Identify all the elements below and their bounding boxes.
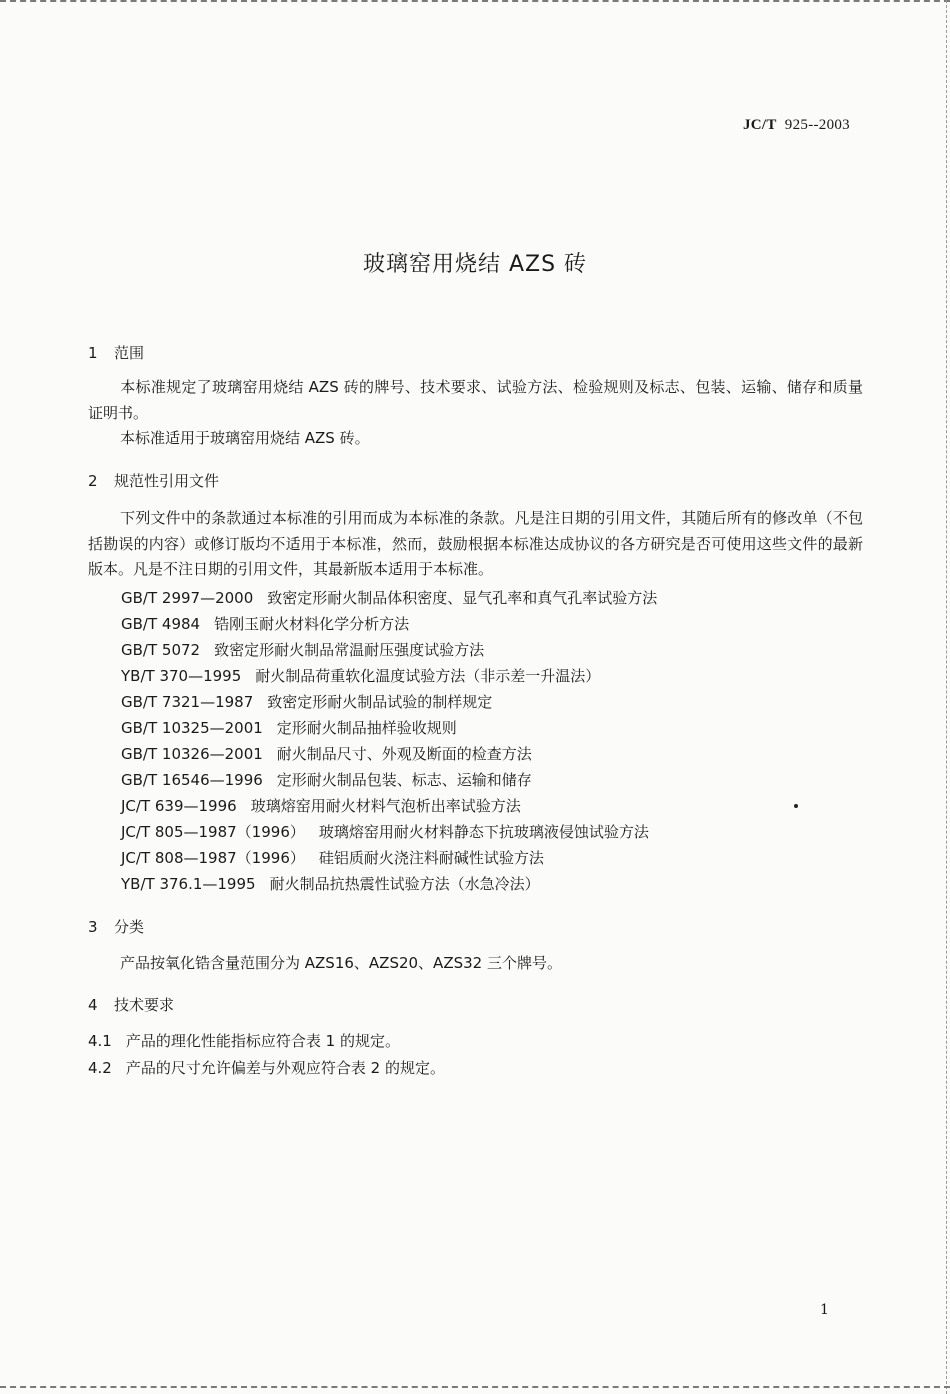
scan-edge-top	[0, 0, 950, 5]
reference-title: 耐火制品尺寸、外观及断面的检查方法	[276, 745, 532, 763]
requirement-text: 产品的理化性能指标应符合表 1 的规定。	[125, 1032, 400, 1050]
section-title: 规范性引用文件	[114, 472, 220, 490]
section-title: 范围	[114, 344, 145, 362]
reference-code: GB/T 7321—1987	[121, 693, 254, 711]
reference-code: YB/T 370—1995	[121, 667, 242, 685]
reference-title: 定形耐火制品包装、标志、运输和储存	[276, 771, 532, 789]
reference-item	[121, 743, 532, 764]
classification-paragraph	[88, 951, 863, 977]
reference-item	[121, 795, 521, 816]
section-number: 3	[88, 918, 98, 936]
reference-code: GB/T 5072	[121, 641, 201, 659]
scan-edge-right	[946, 0, 949, 1394]
requirement-text: 产品的尺寸允许偏差与外观应符合表 2 的规定。	[125, 1059, 445, 1077]
document-title: 玻璃窑用烧结 AZS 砖	[362, 252, 588, 277]
reference-code: GB/T 4984	[121, 615, 201, 633]
reference-item	[121, 873, 540, 894]
section-1-heading	[88, 342, 144, 363]
scope-paragraph-2	[88, 426, 863, 452]
reference-code: JC/T 639—1996	[121, 797, 237, 815]
reference-code: JC/T 805—1987（1996）	[121, 823, 305, 841]
section-number: 2	[88, 472, 98, 490]
reference-item	[121, 613, 409, 634]
section-3-heading	[88, 916, 144, 937]
standard-code	[743, 117, 850, 134]
reference-title: 玻璃熔窑用耐火材料气泡析出率试验方法	[250, 797, 521, 815]
scope-paragraph-1	[88, 375, 863, 426]
reference-item	[121, 847, 544, 868]
reference-code: JC/T 808—1987（1996）	[121, 849, 305, 867]
reference-item	[121, 639, 484, 660]
reference-code: GB/T 10326—2001	[121, 745, 263, 763]
classification-text: 产品按氧化锆含量范围分为 AZS16、AZS20、AZS32 三个牌号。	[120, 954, 562, 972]
reference-title: 硅铝质耐火浇注料耐碱性试验方法	[318, 849, 544, 867]
reference-item	[121, 821, 649, 842]
page-number: 1	[820, 1302, 829, 1318]
reference-title: 定形耐火制品抽样验收规则	[276, 719, 457, 737]
section-number: 4	[88, 996, 98, 1014]
normative-intro-text: 下列文件中的条款通过本标准的引用而成为本标准的条款。凡是注日期的引用文件，其随后所有的修改单（不包括勘误的内容）或修订版均不适用于本标准，然而，鼓励根据本标准达成协议的各方研究是否可使用这些文件的最新版本。凡是不注日期的引用文件，其最新版本适用于本标准。	[88, 509, 863, 578]
scope-text-1: 本标准规定了玻璃窑用烧结 AZS 砖的牌号、技术要求、试验方法、检验规则及标志、包装、运输、储存和质量证明书。	[88, 378, 863, 422]
reference-item	[121, 717, 457, 738]
section-number: 1	[88, 344, 98, 362]
reference-title: 玻璃熔窑用耐火材料静态下抗玻璃液侵蚀试验方法	[318, 823, 649, 841]
reference-title: 致密定形耐火制品常温耐压强度试验方法	[214, 641, 485, 659]
reference-title: 耐火制品抗热震性试验方法（水急冷法）	[269, 875, 540, 893]
reference-item	[121, 769, 532, 790]
reference-item	[121, 691, 492, 712]
reference-code: GB/T 16546—1996	[121, 771, 263, 789]
requirement-item	[88, 1030, 400, 1051]
reference-code: GB/T 10325—2001	[121, 719, 263, 737]
reference-item	[121, 665, 600, 686]
normative-intro	[88, 506, 863, 583]
scan-edge-bottom	[0, 1386, 950, 1390]
reference-title: 锆刚玉耐火材料化学分析方法	[214, 615, 410, 633]
section-4-heading	[88, 994, 174, 1015]
requirement-number: 4.1	[88, 1032, 112, 1050]
section-title: 分类	[114, 918, 145, 936]
requirement-number: 4.2	[88, 1059, 112, 1077]
reference-title: 致密定形耐火制品试验的制样规定	[267, 693, 493, 711]
section-title: 技术要求	[114, 996, 175, 1014]
reference-code: GB/T 2997—2000	[121, 589, 254, 607]
standard-code-number: 925--2003	[784, 117, 850, 133]
reference-title: 致密定形耐火制品体积密度、显气孔率和真气孔率试验方法	[267, 589, 658, 607]
requirement-item	[88, 1057, 445, 1078]
reference-item	[121, 587, 657, 608]
section-2-heading	[88, 470, 219, 491]
scan-speck	[794, 804, 798, 808]
reference-title: 耐火制品荷重软化温度试验方法（非示差一升温法）	[255, 667, 601, 685]
reference-code: YB/T 376.1—1995	[121, 875, 256, 893]
standard-code-prefix: JC/T	[742, 117, 777, 133]
scope-text-2: 本标准适用于玻璃窑用烧结 AZS 砖。	[120, 429, 370, 447]
